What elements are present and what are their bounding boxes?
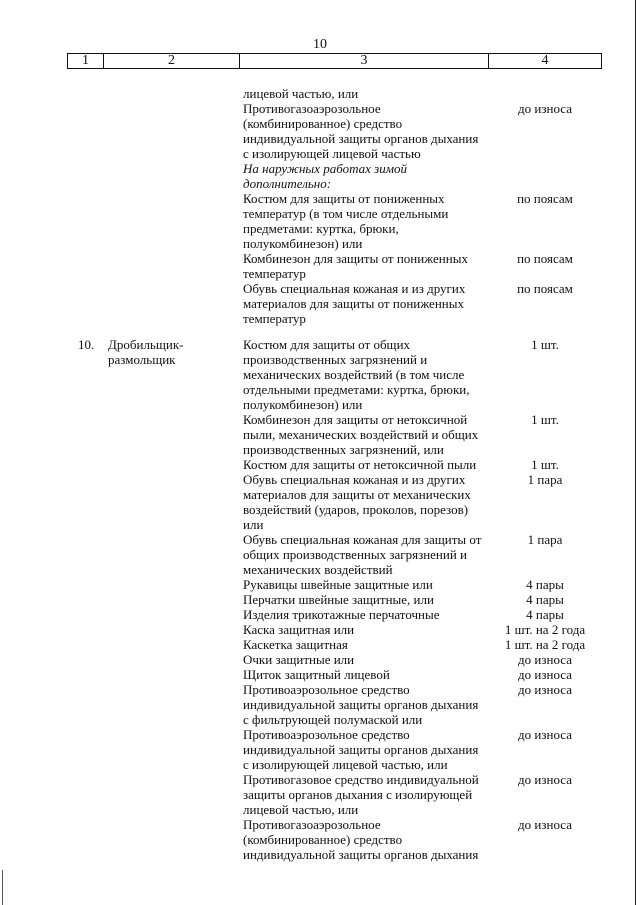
ppe-item-text: Изделия трикотажные перчаточные xyxy=(243,607,440,622)
profession-name: размольщик xyxy=(108,352,176,367)
ppe-item-text: или xyxy=(243,517,264,532)
ppe-item-text: лицевой частью, или xyxy=(243,802,359,817)
issue-norm: 1 пара xyxy=(527,472,563,487)
ppe-item-text: с фильтрующей полумаской или xyxy=(243,712,423,727)
issue-norm: по поясам xyxy=(517,191,573,206)
ppe-item-text: полукомбинезон) или xyxy=(243,236,363,251)
ppe-item-text: Костюм для защиты от пониженных xyxy=(243,191,445,206)
right-scan-edge xyxy=(635,0,636,905)
ppe-item-text: температур xyxy=(243,266,306,281)
header-col-4: 4 xyxy=(489,54,602,69)
ppe-item-text: предметами: куртка, брюки, xyxy=(243,221,399,236)
ppe-item-text: Комбинезон для защиты от пониженных xyxy=(243,251,468,266)
issue-norm: до износа xyxy=(518,682,572,697)
ppe-item-text: Каска защитная или xyxy=(243,622,355,637)
ppe-item-text: Противоаэрозольное средство xyxy=(243,727,410,742)
issue-norm: 4 пары xyxy=(526,607,564,622)
ppe-item-text: Костюм для защиты от нетоксичной пыли xyxy=(243,457,477,472)
issue-norm: 1 шт. на 2 года xyxy=(504,637,586,652)
ppe-item-text: Рукавицы швейные защитные или xyxy=(243,577,433,592)
ppe-item-text: защиты органов дыхания с изолирующей xyxy=(243,787,473,802)
ppe-item-text: (комбинированное) средство xyxy=(243,832,403,847)
ppe-item-text: индивидуальной защиты органов дыхания xyxy=(243,847,479,862)
issue-norm: до износа xyxy=(518,101,572,116)
issue-norm: по поясам xyxy=(517,251,573,266)
ppe-item-text: Противоаэрозольное средство xyxy=(243,682,410,697)
ppe-item-text: Перчатки швейные защитные, или xyxy=(243,592,434,607)
ppe-item-text: отдельными предметами: куртка, брюки, xyxy=(243,382,470,397)
profession-name: Дробильщик- xyxy=(108,337,184,352)
row-number: 10. xyxy=(78,337,95,352)
issue-norm: 1 пара xyxy=(527,532,563,547)
header-row xyxy=(68,54,602,69)
issue-norm: до износа xyxy=(518,652,572,667)
ppe-item-text: Противогазоаэрозольное xyxy=(243,101,381,116)
issue-norm: до износа xyxy=(518,727,572,742)
ppe-item-text: температур (в том числе отдельными xyxy=(243,206,449,221)
header-col-2: 2 xyxy=(104,54,240,69)
ppe-item-text: (комбинированное) средство xyxy=(243,116,403,131)
ppe-item-text: Комбинезон для защиты от нетоксичной xyxy=(243,412,468,427)
ppe-item-text: механических воздействий (в том числе xyxy=(243,367,465,382)
ppe-item-text: производственных загрязнений и xyxy=(243,352,428,367)
page-number: 10 xyxy=(313,37,327,52)
issue-norm: 1 шт. xyxy=(531,337,559,352)
ppe-item-text: полукомбинезон) или xyxy=(243,397,363,412)
left-scan-edge xyxy=(2,870,3,905)
ppe-item-text: индивидуальной защиты органов дыхания xyxy=(243,131,479,146)
issue-norm: до износа xyxy=(518,772,572,787)
ppe-item-text: Противогазоаэрозольное xyxy=(243,817,381,832)
issue-norm: по поясам xyxy=(517,281,573,296)
ppe-item-text: с изолирующей лицевой частью, или xyxy=(243,757,448,772)
ppe-item-text: Костюм для защиты от общих xyxy=(243,337,411,352)
header-col-1: 1 xyxy=(68,54,104,69)
ppe-item-text: индивидуальной защиты органов дыхания xyxy=(243,697,479,712)
issue-norm: 1 шт. xyxy=(531,457,559,472)
ppe-item-text: температур xyxy=(243,311,306,326)
ppe-item-text: На наружных работах зимой xyxy=(243,161,408,176)
issue-norm: 1 шт. xyxy=(531,412,559,427)
ppe-item-text: с изолирующей лицевой частью xyxy=(243,146,421,161)
ppe-item-text: Противогазовое средство индивидуальной xyxy=(243,772,479,787)
issue-norm: 4 пары xyxy=(526,577,564,592)
table-header xyxy=(67,53,602,69)
header-col-3: 3 xyxy=(240,54,489,69)
issue-norm: до износа xyxy=(518,667,572,682)
ppe-item-text: механических воздействий xyxy=(243,562,393,577)
issue-norm: 1 шт. на 2 года xyxy=(504,622,586,637)
ppe-item-text: материалов для защиты от механических xyxy=(243,487,471,502)
ppe-item-text: индивидуальной защиты органов дыхания xyxy=(243,742,479,757)
ppe-item-text: производственных загрязнений, или xyxy=(243,442,444,457)
ppe-item-text: Обувь специальная кожаная и из других xyxy=(243,472,466,487)
ppe-item-text: Каскетка защитная xyxy=(243,637,348,652)
ppe-item-text: дополнительно: xyxy=(243,176,332,191)
issue-norm: до износа xyxy=(518,817,572,832)
ppe-item-text: лицевой частью, или xyxy=(243,86,359,101)
ppe-item-text: общих производственных загрязнений и xyxy=(243,547,468,562)
ppe-item-text: пыли, механических воздействий и общих xyxy=(243,427,479,442)
ppe-item-text: Обувь специальная кожаная для защиты от xyxy=(243,532,482,547)
ppe-item-text: Очки защитные или xyxy=(243,652,355,667)
issue-norm: 4 пары xyxy=(526,592,564,607)
ppe-item-text: воздействий (ударов, проколов, порезов) xyxy=(243,502,469,517)
ppe-item-text: Щиток защитный лицевой xyxy=(243,667,390,682)
ppe-item-text: материалов для защиты от пониженных xyxy=(243,296,464,311)
ppe-item-text: Обувь специальная кожаная и из других xyxy=(243,281,466,296)
